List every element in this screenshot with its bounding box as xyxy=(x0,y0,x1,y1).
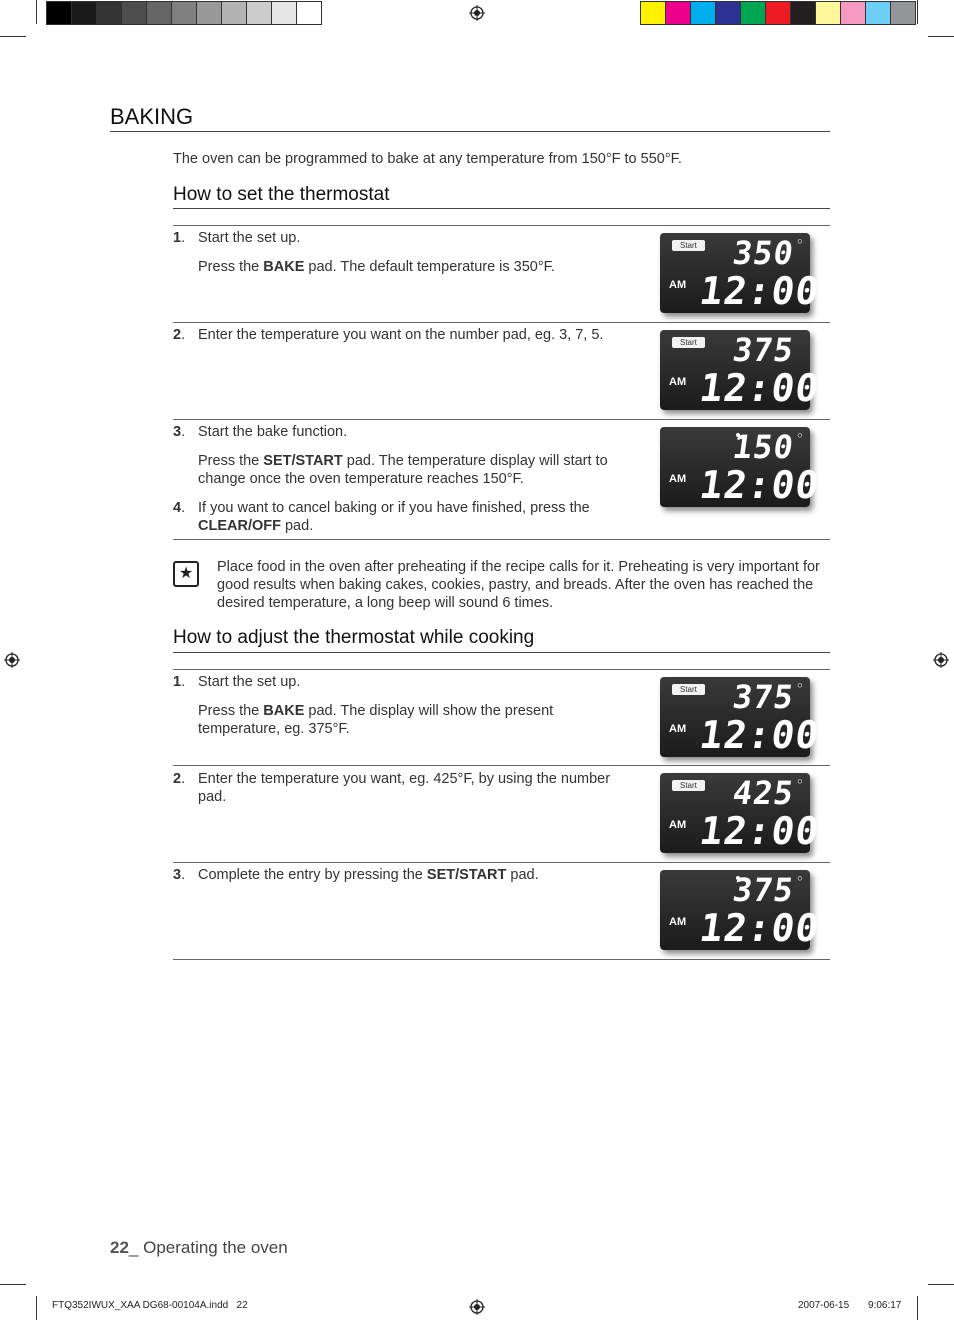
am-indicator: AM xyxy=(669,376,687,388)
intro-text: The oven can be programmed to bake at any temperature from 150°F to 550°F. xyxy=(173,151,682,167)
step-rule xyxy=(173,539,830,540)
step-number: 2 xyxy=(173,771,182,787)
crop-mark xyxy=(0,36,26,37)
step-rule xyxy=(173,419,830,420)
color-swatch xyxy=(790,1,816,25)
degree-icon: ○ xyxy=(797,874,802,882)
step-text: Complete the entry by pressing the SET/START pad. xyxy=(198,867,539,883)
oven-display xyxy=(660,677,823,757)
slug-date: 2007-06-15 xyxy=(798,1300,850,1311)
temperature-readout: 425 xyxy=(730,774,797,812)
degree-icon: ○ xyxy=(797,681,802,689)
clock-readout: 12:00 xyxy=(696,809,823,853)
clock-readout: 12:00 xyxy=(696,366,823,410)
am-indicator: AM xyxy=(669,916,687,928)
color-swatch xyxy=(271,1,297,25)
step-text: Start the bake function. xyxy=(198,424,348,440)
slug-filename: FTQ352IWUX_XAA DG68-00104A.indd 22 xyxy=(52,1300,248,1311)
color-swatch xyxy=(96,1,122,25)
registration-mark-icon xyxy=(4,652,20,668)
page-section-label: _ Operating the oven xyxy=(128,1238,288,1257)
step-number: 1 xyxy=(173,674,182,690)
clock-readout: 12:00 xyxy=(696,906,823,950)
color-swatch xyxy=(740,1,766,25)
note-star-icon: ★ xyxy=(173,561,199,587)
degree-icon: ○ xyxy=(797,777,802,785)
clock-readout: 12:00 xyxy=(696,463,823,507)
temperature-readout: 150 xyxy=(730,428,797,466)
page-title: BAKING xyxy=(110,104,194,129)
color-swatch xyxy=(715,1,741,25)
start-indicator: Start xyxy=(672,684,705,695)
step-text: If you want to cancel baking or if you have finished, press the CLEAR/OFF pad. xyxy=(198,500,590,534)
step-detail: Press the BAKE pad. The default temperature is 350°F. xyxy=(198,259,555,275)
registration-mark-icon xyxy=(933,652,949,668)
oven-display xyxy=(660,870,823,950)
temperature-readout: 375 xyxy=(730,871,797,909)
step-text: Enter the temperature you want on the number pad, eg. 3, 7, 5. xyxy=(198,327,604,343)
start-indicator: Start xyxy=(672,240,705,251)
crop-mark xyxy=(917,1296,918,1320)
am-indicator: AM xyxy=(669,279,687,291)
clock-readout: 12:00 xyxy=(696,713,823,757)
oven-display xyxy=(660,773,823,853)
color-swatch xyxy=(815,1,841,25)
degree-icon: ○ xyxy=(797,237,802,245)
crop-mark xyxy=(928,36,954,37)
color-swatch xyxy=(196,1,222,25)
section-rule xyxy=(173,652,830,653)
step-rule xyxy=(173,959,830,960)
gray-swatch-bar xyxy=(47,1,322,25)
color-swatch xyxy=(865,1,891,25)
registration-mark-icon xyxy=(469,1299,485,1315)
color-swatch xyxy=(296,1,322,25)
color-swatch xyxy=(246,1,272,25)
step-number: 4 xyxy=(173,500,182,516)
slug-time: 9:06:17 xyxy=(868,1300,902,1311)
color-swatch-bar xyxy=(641,1,916,25)
crop-mark xyxy=(36,1296,37,1320)
color-swatch xyxy=(890,1,916,25)
oven-display xyxy=(660,233,823,313)
am-indicator: AM xyxy=(669,723,687,735)
page-footer xyxy=(110,1238,288,1258)
step-number: 2 xyxy=(173,327,182,343)
am-indicator: AM xyxy=(669,819,687,831)
color-swatch xyxy=(46,1,72,25)
step-rule xyxy=(173,862,830,863)
step-text: Start the set up. xyxy=(198,674,301,690)
start-indicator: Start xyxy=(672,780,705,791)
crop-mark xyxy=(36,0,37,24)
step-text: Start the set up. xyxy=(198,230,301,246)
color-swatch xyxy=(121,1,147,25)
color-swatch xyxy=(640,1,666,25)
start-indicator: Start xyxy=(672,337,705,348)
color-swatch xyxy=(171,1,197,25)
section-heading: How to adjust the thermostat while cooking xyxy=(173,627,535,648)
section-rule xyxy=(173,208,830,209)
step-rule xyxy=(173,225,830,226)
color-swatch xyxy=(690,1,716,25)
temperature-readout: 375 xyxy=(730,331,797,369)
section-heading: How to set the thermostat xyxy=(173,184,390,205)
temperature-readout: 375 xyxy=(730,678,797,716)
step-number: 3 xyxy=(173,424,182,440)
step-number: 3 xyxy=(173,867,182,883)
temperature-readout: 350 xyxy=(730,234,797,272)
step-detail: Press the SET/START pad. The temperature display will start to change once the oven temperature reaches 150°F. xyxy=(198,453,608,487)
step-number: 1 xyxy=(173,230,182,246)
step-rule xyxy=(173,669,830,670)
am-indicator: AM xyxy=(669,473,687,485)
color-swatch xyxy=(71,1,97,25)
color-swatch xyxy=(221,1,247,25)
step-rule xyxy=(173,765,830,766)
crop-mark xyxy=(0,1284,26,1285)
crop-mark xyxy=(917,0,918,24)
color-swatch xyxy=(765,1,791,25)
clock-readout: 12:00 xyxy=(696,269,823,313)
oven-display xyxy=(660,427,823,507)
color-swatch xyxy=(840,1,866,25)
note-text: Place food in the oven after preheating if the recipe calls for it. Preheating is very important for good results when baking cakes, cookies, pastry, and breads. After the oven has reached the desired temperature, a long beep will sound 6 times. xyxy=(217,559,820,611)
title-rule xyxy=(110,131,830,132)
color-swatch xyxy=(665,1,691,25)
step-detail: Press the BAKE pad. The display will show the present temperature, eg. 375°F. xyxy=(198,703,554,737)
step-text: Enter the temperature you want, eg. 425°F, by using the number pad. xyxy=(198,771,611,805)
degree-icon: ○ xyxy=(797,431,802,439)
color-swatch xyxy=(146,1,172,25)
crop-mark xyxy=(928,1284,954,1285)
step-rule xyxy=(173,322,830,323)
page-number: 22 xyxy=(110,1238,129,1257)
oven-display xyxy=(660,330,823,410)
registration-mark-icon xyxy=(469,5,485,21)
